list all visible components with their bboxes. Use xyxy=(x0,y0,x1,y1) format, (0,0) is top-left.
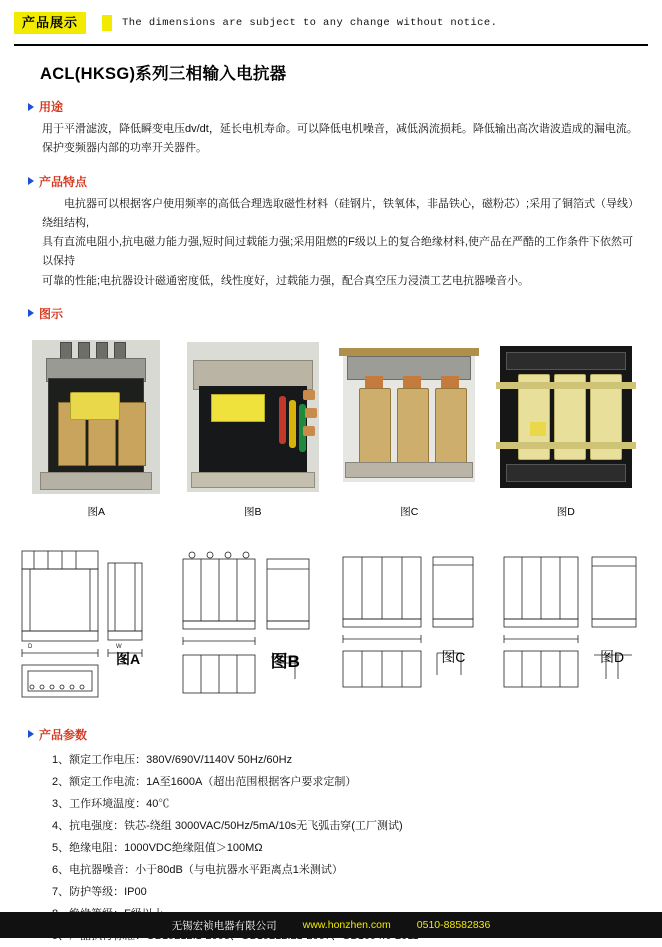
photo-b-caption: 图B xyxy=(243,505,262,518)
section-figures-heading xyxy=(28,305,662,322)
drawing-d-caption: 图D xyxy=(599,648,625,665)
header-disclaimer: The dimensions are subject to any change without notice. xyxy=(122,17,498,29)
product-photo-c xyxy=(339,330,479,519)
drawing-d-svg xyxy=(496,529,654,704)
param-item: 3、工作环境温度：40℃ xyxy=(52,797,170,810)
product-photo-b xyxy=(183,330,323,519)
drawing-c xyxy=(333,529,491,714)
features-line-1: 电抗器可以根据客户使用频率的高低合理选取磁性材料（硅钢片，铁氧体，非晶铁心，磁粉芯）;采用了铜箔式（导线）绕组结构, xyxy=(42,197,640,229)
section-features xyxy=(28,173,662,291)
svg-text:D: D xyxy=(28,643,33,650)
param-item: 5、绝缘电阻：1000VDC绝缘阻值＞100MΩ xyxy=(52,841,263,854)
photo-a-caption: 图A xyxy=(87,505,105,518)
drawing-b-svg xyxy=(171,529,329,704)
triangle-bullet-icon xyxy=(28,309,34,317)
param-item: 6、电抗器噪音：小于80dB（与电抗器水平距离点1米测试） xyxy=(52,863,343,876)
svg-text:W: W xyxy=(116,643,122,650)
section-features-body xyxy=(42,195,642,291)
drawing-a-caption: 图A xyxy=(116,650,141,667)
accent-marker xyxy=(102,15,112,31)
footer-website[interactable]: www.honzhen.com xyxy=(302,919,391,931)
usage-line-2: 保护变频器内部的功率开关器件。 xyxy=(42,142,207,155)
product-photo-d xyxy=(496,330,636,519)
usage-line-1: 用于平滑滤波，降低瞬变电压dv/dt，延长电机寿命。可以降低电机噪音，减低涡流损耗。降低输出高次谐波造成的漏电流。 xyxy=(42,123,638,135)
section-params-heading xyxy=(28,726,662,743)
product-photo-row xyxy=(0,330,662,519)
page-header xyxy=(0,0,662,46)
drawing-a-svg xyxy=(8,529,166,704)
product-photo-a xyxy=(26,330,166,519)
photo-d-image xyxy=(496,330,636,498)
photo-c-image xyxy=(339,330,479,498)
param-item: 1、额定工作电压：380V/690V/1140V 50Hz/60Hz xyxy=(52,753,293,766)
page-title: ACL(HKSG)系列三相输入电抗器 xyxy=(40,65,287,83)
features-line-2: 具有直流电阻小,抗电磁力能力强,短时间过载能力强;采用阻燃的F级以上的复合绝缘材料,使产品在严酷的工作条件下依然可以保持 xyxy=(42,236,633,268)
drawing-c-caption: 图C xyxy=(441,648,466,665)
section-figures xyxy=(28,305,662,322)
param-item: 7、防护等级：IP00 xyxy=(52,885,147,898)
photo-d-caption: 图D xyxy=(556,505,575,518)
photo-b-image xyxy=(183,330,323,498)
footer-company: 无锡宏祯电器有限公司 xyxy=(171,919,277,932)
param-item: 2、额定工作电流：1A至1600A（超出范围根据客户要求定制） xyxy=(52,775,357,788)
section-usage-heading xyxy=(28,98,662,115)
technical-drawing-row xyxy=(0,529,662,714)
drawing-b-caption: 图B xyxy=(270,651,300,671)
photo-c-caption: 图C xyxy=(400,505,419,518)
section-features-title: 产品特点 xyxy=(39,174,88,189)
drawing-a xyxy=(8,529,166,714)
triangle-bullet-icon xyxy=(28,177,34,185)
section-features-heading xyxy=(28,173,662,190)
page-footer xyxy=(0,912,662,938)
section-usage-title: 用途 xyxy=(39,100,64,114)
section-usage xyxy=(28,98,662,159)
triangle-bullet-icon xyxy=(28,730,34,738)
triangle-bullet-icon xyxy=(28,103,34,111)
section-usage-body xyxy=(42,120,642,159)
drawing-c-svg xyxy=(333,529,491,704)
header-divider xyxy=(14,44,648,46)
section-params-title: 产品参数 xyxy=(39,727,88,742)
section-figures-title: 图示 xyxy=(39,306,64,321)
photo-a-image xyxy=(26,330,166,498)
brand-tag: 产品展示 xyxy=(14,12,86,34)
param-item: 4、抗电强度：铁芯-绕组 3000VAC/50Hz/5mA/10s无飞弧击穿(工厂测试) xyxy=(52,819,403,832)
drawing-b xyxy=(171,529,329,714)
footer-telephone: 0510-88582836 xyxy=(416,919,491,931)
features-line-3: 可靠的性能;电抗器设计磁通密度低，线性度好，过载能力强，配合真空压力浸渍工艺电抗器噪音小。 xyxy=(42,274,530,287)
drawing-d xyxy=(496,529,654,714)
